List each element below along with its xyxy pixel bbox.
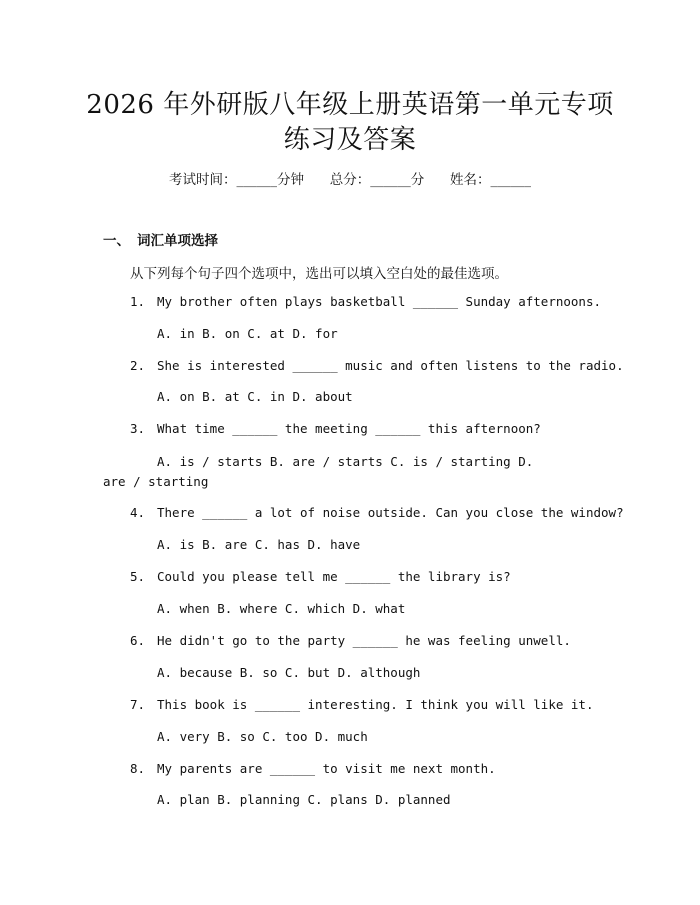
question-7 bbox=[130, 697, 594, 712]
question-text: My brother often plays basketball ______ Sunday afternoons. bbox=[157, 294, 602, 309]
section-title: 词汇单项选择 bbox=[137, 233, 218, 249]
question-number: 5. bbox=[130, 569, 146, 584]
question-8-options: A. plan B. planning C. plans D. planned bbox=[157, 792, 451, 807]
question-text: What time ______ the meeting ______ this afternoon? bbox=[157, 421, 541, 436]
question-number: 3. bbox=[130, 421, 146, 436]
section-heading bbox=[103, 229, 218, 249]
question-text: He didn't go to the party ______ he was feeling unwell. bbox=[157, 633, 571, 648]
exam-info-line: 考试时间：______分钟 总分：______分 姓名：______ bbox=[169, 172, 531, 188]
section-number: 一、 bbox=[103, 233, 130, 249]
question-1-options: A. in B. on C. at D. for bbox=[157, 326, 338, 341]
question-text: Could you please tell me ______ the library is? bbox=[157, 569, 511, 584]
question-text: This book is ______ interesting. I think you will like it. bbox=[157, 697, 594, 712]
question-6 bbox=[130, 633, 571, 648]
document-title-line-1: 2026 年外研版八年级上册英语第一单元专项 bbox=[86, 90, 614, 120]
question-number: 2. bbox=[130, 358, 146, 373]
question-5 bbox=[130, 569, 511, 584]
question-5-options: A. when B. where C. which D. what bbox=[157, 601, 406, 616]
question-4-options: A. is B. are C. has D. have bbox=[157, 537, 361, 552]
question-2-options: A. on B. at C. in D. about bbox=[157, 389, 353, 404]
document-title-line-2: 练习及答案 bbox=[283, 125, 417, 155]
question-number: 8. bbox=[130, 761, 146, 776]
question-text: There ______ a lot of noise outside. Can you close the window? bbox=[157, 505, 624, 520]
question-number: 1. bbox=[130, 294, 146, 309]
question-6-options: A. because B. so C. but D. although bbox=[157, 665, 421, 680]
section-instruction: 从下列每个句子四个选项中，选出可以填入空白处的最佳选项。 bbox=[130, 266, 508, 282]
question-2 bbox=[130, 358, 624, 373]
question-8 bbox=[130, 761, 496, 776]
question-text: She is interested ______ music and often listens to the radio. bbox=[157, 358, 624, 373]
question-3-options: A. is / starts B. are / starts C. is / starting D. are / starting bbox=[103, 454, 534, 489]
question-number: 4. bbox=[130, 505, 146, 520]
question-7-options: A. very B. so C. too D. much bbox=[157, 729, 368, 744]
question-1 bbox=[130, 294, 601, 309]
question-number: 6. bbox=[130, 633, 146, 648]
question-text: My parents are ______ to visit me next month. bbox=[157, 761, 496, 776]
question-number: 7. bbox=[130, 697, 146, 712]
question-4 bbox=[130, 505, 624, 520]
question-3 bbox=[130, 421, 541, 436]
